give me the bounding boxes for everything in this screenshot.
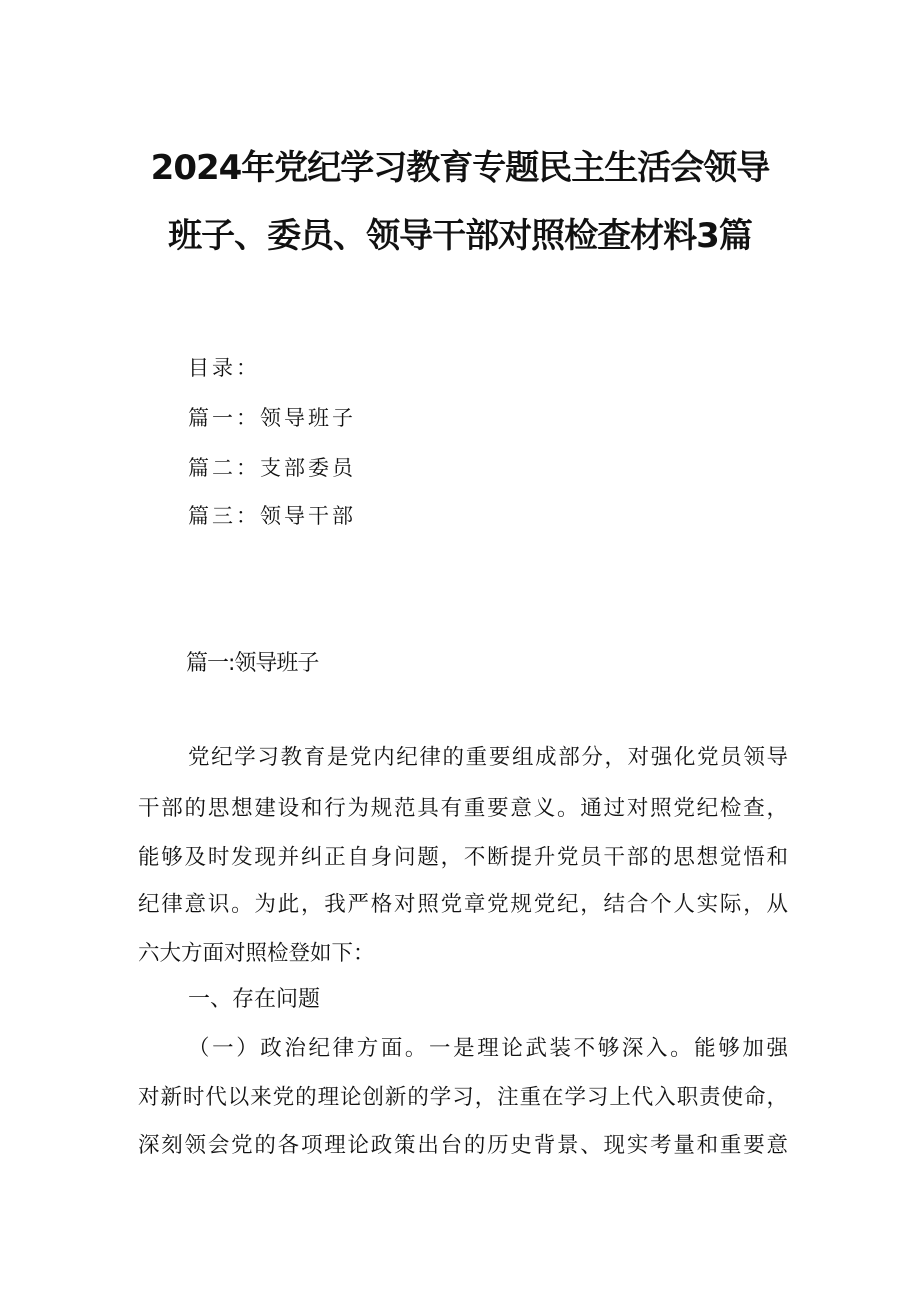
problem-line-2: 对新时代以来党的理论创新的学习，注重在学习上代入职责使命，	[138, 1085, 788, 1110]
intro-line-1: 党纪学习教育是党内纪律的重要组成部分，对强化党员领导	[188, 745, 788, 770]
problem-line-1: （一）政治纪律方面。一是理论武装不够深入。能够加强	[188, 1036, 788, 1061]
toc-item-1: 篇一：领导班子	[188, 406, 356, 430]
intro-line-3: 能够及时发现并纠正自身问题，不断提升党员干部的思想觉悟和	[138, 845, 788, 870]
section-heading: 篇一:领导班子	[186, 651, 319, 676]
toc-item-2: 篇二：支部委员	[188, 456, 356, 480]
toc-label: 目录：	[188, 356, 260, 380]
problems-heading: 一、存在问题	[188, 987, 321, 1012]
problem-line-3: 深刻领会党的各项理论政策出台的历史背景、现实考量和重要意	[138, 1133, 788, 1158]
toc-item-3: 篇三：领导干部	[188, 504, 356, 528]
intro-line-4: 纪律意识。为此，我严格对照党章党规党纪，结合个人实际，从	[138, 892, 788, 917]
document-title-line-1: 2024年党纪学习教育专题民主生活会领导	[150, 148, 770, 188]
document-title-line-2: 班子、委员、领导干部对照检查材料3篇	[168, 216, 752, 256]
intro-line-2: 干部的思想建设和行为规范具有重要意义。通过对照党纪检查，	[138, 796, 788, 821]
intro-line-5: 六大方面对照检登如下：	[138, 941, 375, 966]
